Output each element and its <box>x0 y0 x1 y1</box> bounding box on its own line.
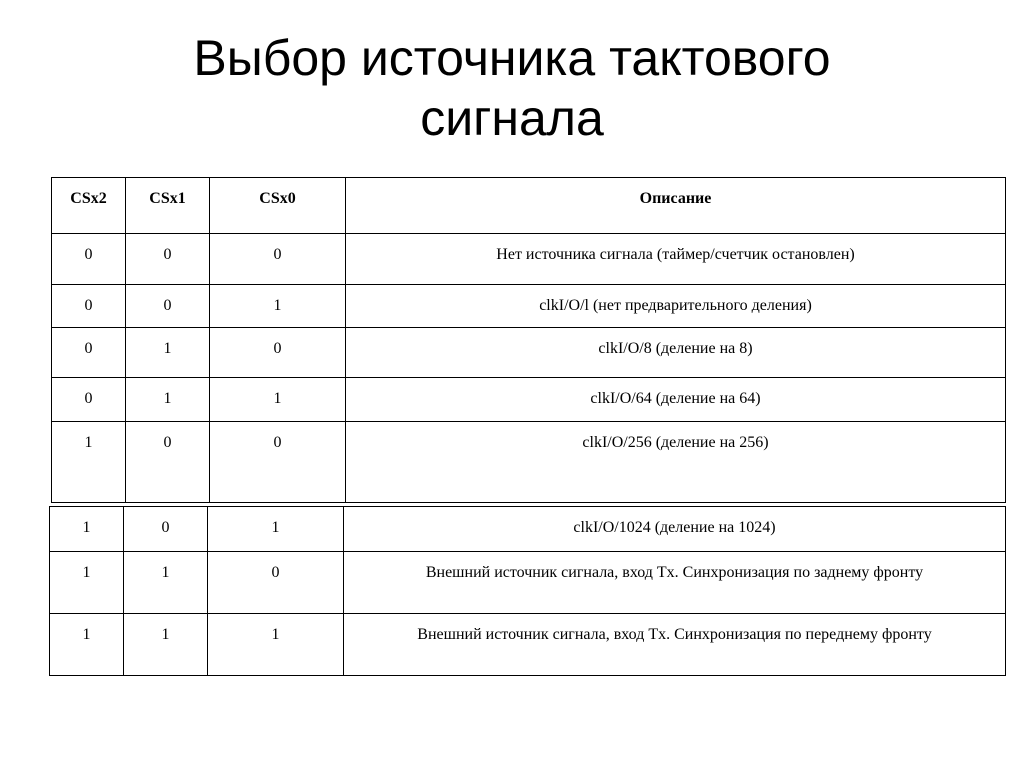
header-cell: Описание <box>346 178 1006 234</box>
table-cell: 1 <box>50 614 124 676</box>
page-title-line-2: сигнала <box>420 90 604 146</box>
table-cell: 0 <box>208 552 344 614</box>
table-cell: clkI/O/64 (деление на 64) <box>346 378 1006 422</box>
table-cell: 0 <box>52 234 126 285</box>
page-title-line-1: Выбор источника тактового <box>193 30 831 86</box>
table-row <box>52 234 1006 285</box>
header-cell: CSx0 <box>210 178 346 234</box>
table-cell: clkI/O/8 (деление на 8) <box>346 328 1006 378</box>
table-cell: 0 <box>210 328 346 378</box>
table-cell: clkI/O/1024 (деление на 1024) <box>344 507 1006 552</box>
table-cell: 1 <box>124 552 208 614</box>
table-row <box>52 285 1006 328</box>
table-cell: 1 <box>126 378 210 422</box>
table-cell: 1 <box>208 507 344 552</box>
header-cell: CSx1 <box>126 178 210 234</box>
table-cell: 1 <box>124 614 208 676</box>
page-title <box>0 28 1024 148</box>
table-row <box>50 552 1006 614</box>
table-cell: 0 <box>126 422 210 503</box>
table-header-row <box>52 178 1006 234</box>
table-cell: clkI/O/l (нет предварительного деления) <box>346 285 1006 328</box>
clock-source-table-part-1 <box>51 177 1006 503</box>
table-cell: 1 <box>50 552 124 614</box>
table-row <box>52 378 1006 422</box>
table-cell: Внешний источник сигнала, вход Tx. Синхронизация по переднему фронту <box>344 614 1006 676</box>
table-cell: 0 <box>52 328 126 378</box>
table-row <box>52 422 1006 503</box>
table-cell: 1 <box>210 285 346 328</box>
table-cell: Внешний источник сигнала, вход Tx. Синхронизация по заднему фронту <box>344 552 1006 614</box>
table-cell: 1 <box>50 507 124 552</box>
table-cell: 1 <box>126 328 210 378</box>
table-cell: 0 <box>210 422 346 503</box>
table-cell: 1 <box>52 422 126 503</box>
table-cell: 1 <box>210 378 346 422</box>
table-cell: 0 <box>52 378 126 422</box>
header-cell: CSx2 <box>52 178 126 234</box>
table-row <box>52 328 1006 378</box>
table-row <box>50 507 1006 552</box>
table-cell: clkI/O/256 (деление на 256) <box>346 422 1006 503</box>
table-cell: Нет источника сигнала (таймер/счетчик остановлен) <box>346 234 1006 285</box>
table-cell: 0 <box>126 234 210 285</box>
table-cell: 0 <box>52 285 126 328</box>
clock-source-table-part-2 <box>49 506 1006 676</box>
table-cell: 0 <box>124 507 208 552</box>
table-cell: 1 <box>208 614 344 676</box>
table-cell: 0 <box>210 234 346 285</box>
table-cell: 0 <box>126 285 210 328</box>
table-row <box>50 614 1006 676</box>
